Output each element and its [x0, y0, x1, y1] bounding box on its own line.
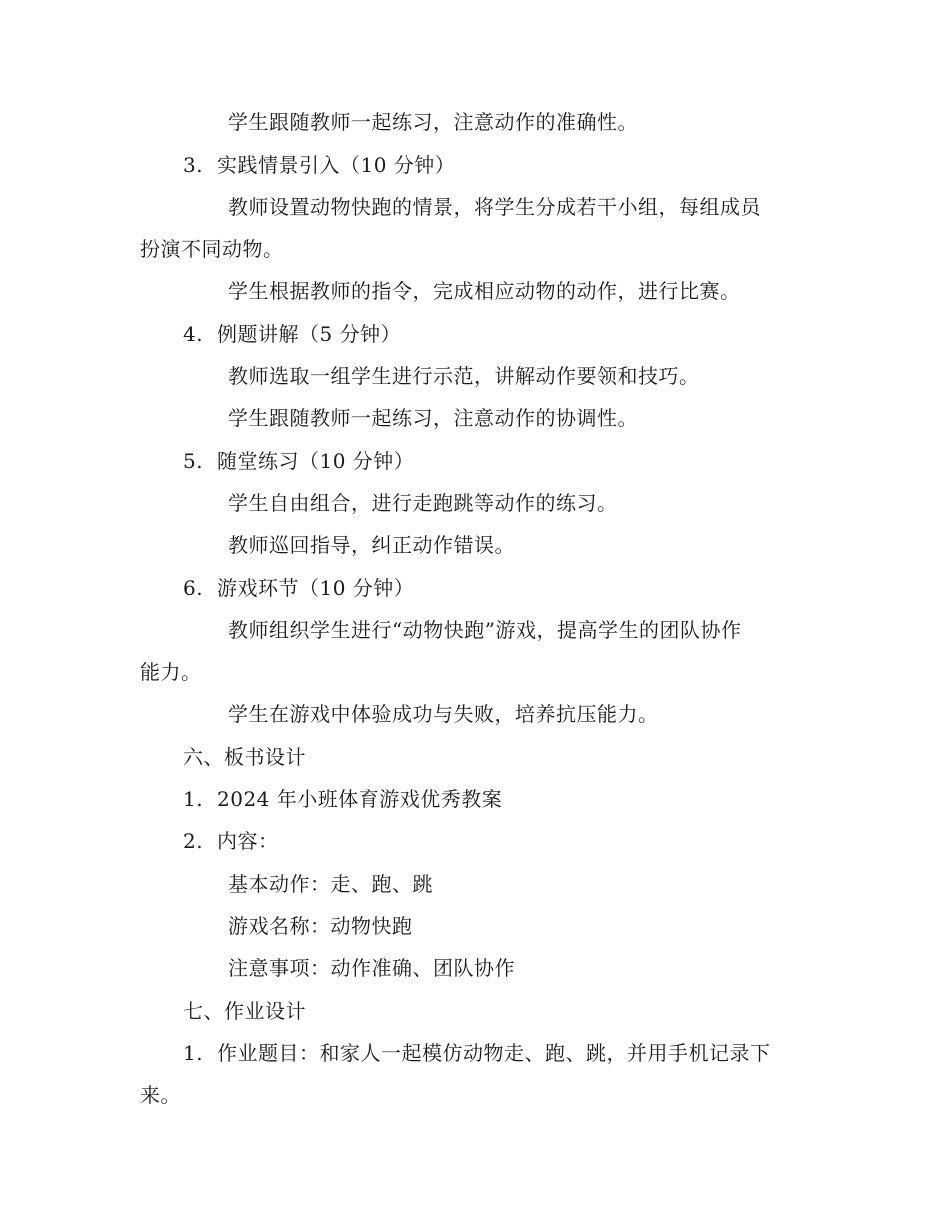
paragraph-text: 学生在游戏中体验成功与失败，培养抗压能力。 — [228, 702, 659, 726]
paragraph-text: 游戏名称：动物快跑 — [228, 914, 413, 938]
item-text: 2024 年小班体育游戏优秀教案 — [217, 787, 503, 811]
paragraph — [228, 277, 741, 305]
paragraph-continuation — [140, 235, 284, 263]
paragraph-continuation — [140, 658, 202, 686]
paragraph-text: 基本动作：走、跑、跳 — [228, 872, 433, 896]
paragraph-text: 教师选取一组学生进行示范，讲解动作要领和技巧。 — [228, 364, 700, 388]
item-text: 作业题目：和家人一起模仿动物走、跑、跳，并用手机记录下 — [217, 1041, 771, 1065]
paragraph — [228, 531, 515, 559]
paragraph-text: 学生跟随教师一起练习，注意动作的准确性。 — [228, 110, 638, 134]
item-heading-text: 游戏环节（10 分钟） — [217, 576, 415, 600]
paragraph-text: 学生根据教师的指令，完成相应动物的动作，进行比赛。 — [228, 279, 741, 303]
paragraph — [228, 616, 741, 644]
item-number: 2. — [183, 829, 204, 853]
paragraph — [228, 954, 515, 982]
numbered-item — [183, 1039, 771, 1067]
paragraph — [228, 870, 433, 898]
paragraph-text: 教师设置动物快跑的情景，将学生分成若干小组，每组成员 — [228, 195, 761, 219]
paragraph-text: 注意事项：动作准确、团队协作 — [228, 956, 515, 980]
paragraph-text: 能力。 — [140, 660, 202, 684]
item-number: 1. — [183, 1041, 204, 1065]
item-number: 6. — [183, 576, 204, 600]
paragraph — [228, 700, 659, 728]
numbered-item — [183, 827, 279, 855]
item-heading-text: 例题讲解（5 分钟） — [217, 322, 402, 346]
item-number: 4. — [183, 322, 204, 346]
paragraph-text: 学生跟随教师一起练习，注意动作的协调性。 — [228, 406, 638, 430]
item-heading-text: 实践情景引入（10 分钟） — [217, 153, 456, 177]
section-heading-text: 六、板书设计 — [183, 745, 306, 769]
item-number: 3. — [183, 153, 204, 177]
section-heading — [183, 997, 306, 1025]
section-heading — [183, 743, 306, 771]
paragraph-text: 教师组织学生进行“动物快跑”游戏，提高学生的团队协作 — [228, 618, 742, 642]
item-number: 1. — [183, 787, 204, 811]
paragraph-continuation — [140, 1081, 181, 1109]
paragraph-text: 教师巡回指导，纠正动作错误。 — [228, 533, 515, 557]
paragraph — [228, 912, 413, 940]
paragraph-text: 学生自由组合，进行走跑跳等动作的练习。 — [228, 491, 618, 515]
paragraph — [228, 404, 638, 432]
paragraph — [228, 108, 638, 136]
numbered-item-heading — [183, 320, 401, 348]
numbered-item-heading — [183, 574, 414, 602]
numbered-item-heading — [183, 151, 455, 179]
paragraph-text: 扮演不同动物。 — [140, 237, 284, 261]
paragraph — [228, 489, 618, 517]
paragraph-text: 来。 — [140, 1083, 181, 1107]
item-number: 5. — [183, 449, 204, 473]
item-text: 内容： — [217, 829, 279, 853]
paragraph — [228, 362, 700, 390]
item-heading-text: 随堂练习（10 分钟） — [217, 449, 415, 473]
numbered-item-heading — [183, 447, 414, 475]
section-heading-text: 七、作业设计 — [183, 999, 306, 1023]
numbered-item — [183, 785, 502, 813]
paragraph — [228, 193, 761, 221]
